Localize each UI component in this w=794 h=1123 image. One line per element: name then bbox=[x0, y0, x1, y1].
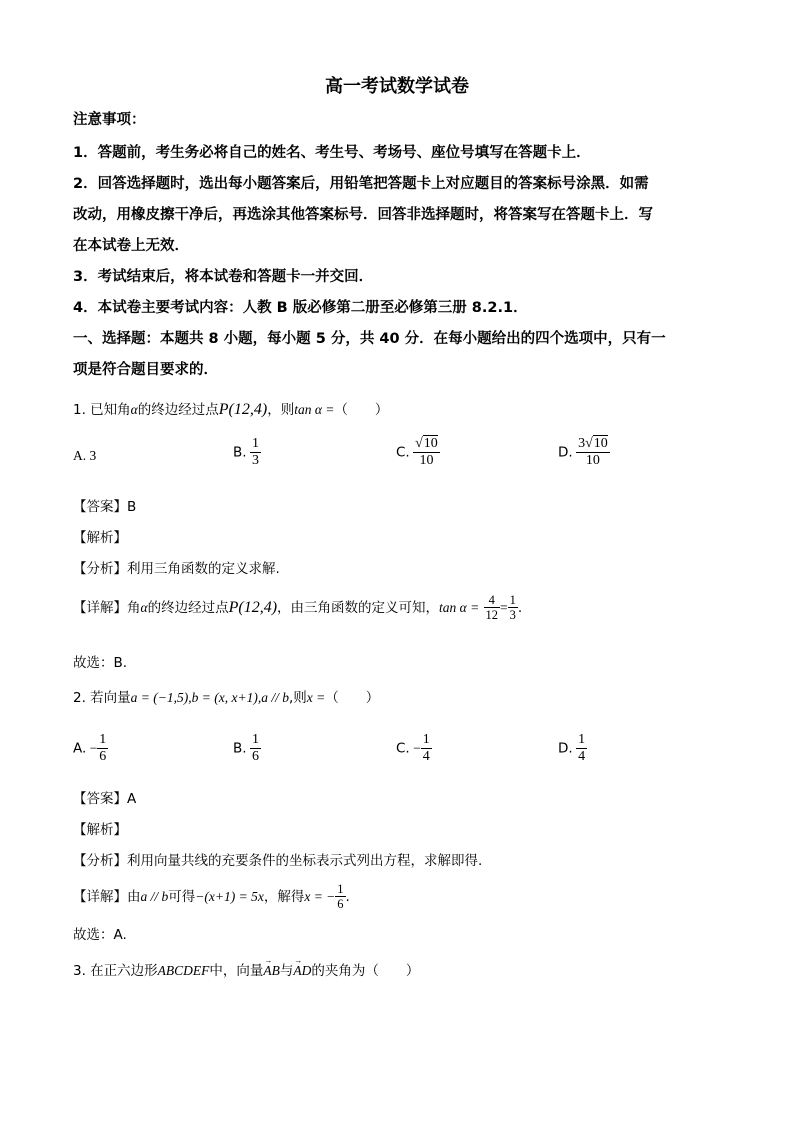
q1-analysis: 【解析】 bbox=[73, 530, 127, 546]
q2-fenxi: 【分析】利用向量共线的充要条件的坐标表示式列出方程，求解即得. bbox=[73, 853, 483, 869]
section-heading-line-1: 一、选择题：本题共 8 小题，每小题 5 分，共 40 分．在每小题给出的四个选项中，只有一 bbox=[73, 331, 666, 347]
q2-option-a: A. − $\frac{1}{6}$ bbox=[73, 732, 107, 765]
q3-vector-ad: → AD bbox=[293, 956, 312, 978]
note-item-4: 4．本试卷主要考试内容：人教 B 版必修第二册至必修第三册 8.2.1． bbox=[73, 300, 528, 316]
q1-answer: 【答案】B bbox=[73, 499, 137, 515]
q1-choose: 故选：B. bbox=[73, 655, 128, 671]
q2-vector-a: a = (−1,5), bbox=[130, 690, 192, 705]
question-3-stem: 3. 在正六边形ABCDEF中，向量 → AB与 → AD的夹角为（ ） bbox=[73, 956, 420, 979]
q3-hexagon: ABCDEF bbox=[157, 963, 210, 978]
q1-paren: （ ） bbox=[334, 402, 389, 418]
q1-option-b-fraction: $\frac{1}{3}$ bbox=[251, 436, 259, 469]
note-item-3: 3．考试结束后，将本试卷和答题卡一并交回． bbox=[73, 269, 374, 285]
q2-answer: 【答案】A bbox=[73, 791, 137, 807]
q2-parallel: a // b bbox=[261, 690, 289, 705]
section-heading-line-2: 项是符合题目要求的． bbox=[73, 362, 218, 378]
q1-fenxi: 【分析】利用三角函数的定义求解. bbox=[73, 561, 280, 577]
q1-option-a: A. 3 bbox=[73, 448, 97, 463]
question-2-stem: 2. 若向量a = (−1,5),b = (x, x+1),a // b,则x =（ ） bbox=[73, 690, 380, 706]
q2-option-d: D. $\frac{1}{4}$ bbox=[558, 732, 586, 765]
q1-expr: tan α = bbox=[294, 402, 335, 417]
q1-detail: 【详解】角α的终边经过点P(12,4)，由三角函数的定义可知，tan α = $\frac{4}{12}$ = $\frac{1}{3}$ . bbox=[73, 593, 523, 623]
q1-alpha: α bbox=[130, 402, 138, 417]
q2-vector-b: b = (x, x+1), bbox=[191, 690, 262, 705]
q1-option-d: D. $\frac{3√10}{10}$ bbox=[558, 436, 608, 469]
question-1-stem bbox=[73, 398, 388, 419]
q1-mid2: ，则 bbox=[267, 402, 295, 418]
q1-option-d-fraction: $\frac{3√10}{10}$ bbox=[578, 436, 608, 469]
note-item-2-line-3: 在本试卷上无效． bbox=[73, 238, 189, 254]
q1-mid: 的终边经过点 bbox=[137, 402, 219, 418]
note-item-1: 1．答题前，考生务必将自己的姓名、考生号、考场号、座位号填写在答题卡上． bbox=[73, 145, 591, 161]
q1-option-c: C. $\frac{√10}{10}$ bbox=[396, 436, 438, 469]
q2-detail: 【详解】由a // b可得−(x+1) = 5x，解得x = − $\frac{1}{6}$ . bbox=[73, 882, 350, 912]
q2-option-b: B. $\frac{1}{6}$ bbox=[233, 732, 259, 765]
q2-choose: 故选：A. bbox=[73, 927, 127, 943]
q1-option-c-fraction: $\frac{√10}{10}$ bbox=[415, 436, 438, 469]
note-item-2-line-2: 改动，用橡皮擦干净后，再选涂其他答案标号．回答非选择题时，将答案写在答题卡上．写 bbox=[73, 207, 653, 223]
notes-heading: 注意事项： bbox=[73, 112, 146, 128]
q3-vector-ab: → AB bbox=[263, 956, 280, 978]
q2-analysis: 【解析】 bbox=[73, 822, 127, 838]
q1-option-b: B. $\frac{1}{3}$ bbox=[233, 436, 259, 469]
page-title: 高一考试数学试卷 bbox=[325, 76, 469, 97]
note-item-2-line-1: 2．回答选择题时，选出每小题答案后，用铅笔把答题卡上对应题目的答案标号涂黑．如需 bbox=[73, 176, 649, 192]
q1-prefix: 1. 已知角 bbox=[73, 402, 131, 418]
q2-option-c: C. − $\frac{1}{4}$ bbox=[396, 732, 430, 765]
q1-point: P(12,4) bbox=[218, 401, 268, 418]
